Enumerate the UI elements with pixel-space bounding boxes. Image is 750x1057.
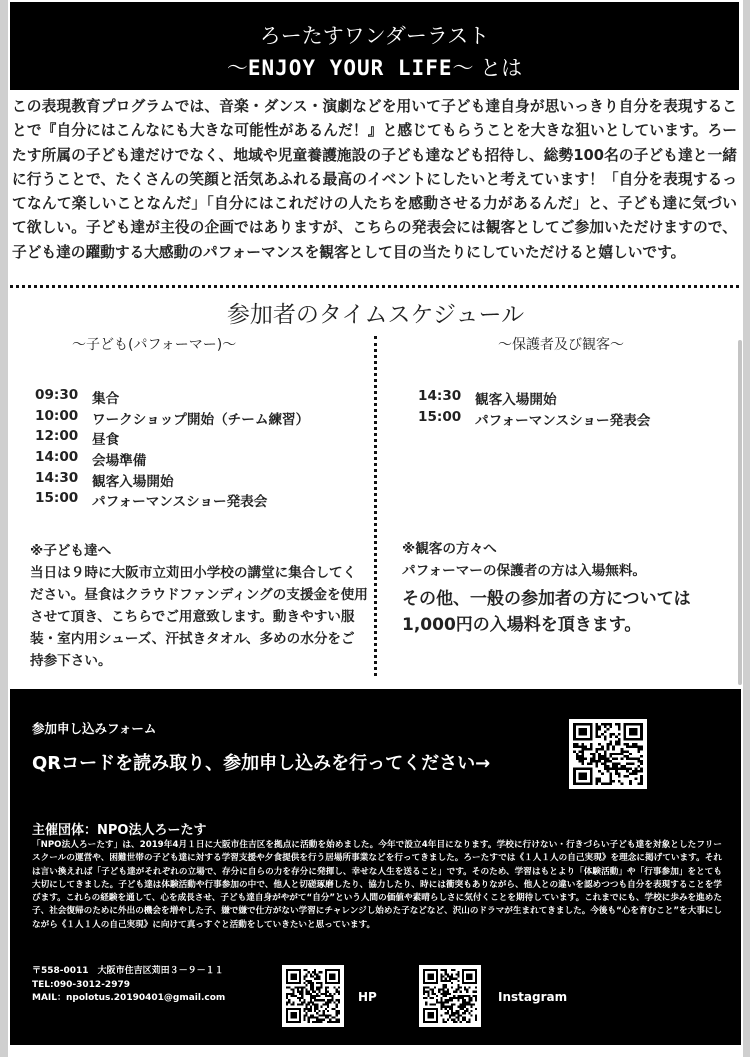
title-banner bbox=[10, 2, 739, 90]
subtitle-english: ENJOY YOUR LIFE bbox=[247, 56, 453, 80]
column-divider bbox=[374, 336, 377, 676]
schedule-time: 14:00 bbox=[35, 449, 79, 466]
qr-code-graphic bbox=[573, 723, 643, 785]
schedule-row bbox=[35, 449, 309, 470]
organizer-description: 「NPO法人ろーたす」は、2019年4月１日に大阪市住吉区を拠点に活動を始めました。今年で設立4年目になります。学校に行けない・行きづらい子ども達を対象としたフリースクールの運営や、困難世帯の子ども達に対する学習支援や夕食提供を行う居場所事業などを行ってきました。ろーたすでは《１人１人の自己実現》を理念に掲げています。それは言い換えれば「子ども達がそれぞれの立場で、存分に自らの力を存分に発揮し、幸せな人生を送ること」です。そのため、学習はもとより「体験活動」や「行事参加」をとても大切にしてきました。子ども達は体験活動や行事参加の中で、他人と切磋琢磨したり、協力したり、時には衝突もありながら、他人との違いを認めつつも自分を表現することを学びます。これらの経験を通して、心を成長させ、子ども達自身がやがて“自分”という人間の価値や素晴らしさに気付くことを期待しています。これまでにも、学校に歩みを進めた子、社会復帰のために外出の機会を増やした子、嫌で嫌で仕方がない学習にチャレンジし始めた子などなど、沢山のドラマが生まれてきました。今後も“心を育むこと”を大事にしながら《１人１人の自己実現》に向けて真っすぐと活動をしていきたいと思っています。 bbox=[32, 840, 722, 930]
schedule-row bbox=[35, 387, 309, 408]
schedule-time: 12:00 bbox=[35, 428, 79, 445]
schedule-event: パフォーマンスショー発表会 bbox=[92, 494, 268, 511]
audience-note bbox=[402, 538, 722, 638]
schedule-event: ワークショップ開始（チーム練習） bbox=[92, 411, 310, 428]
schedule-row bbox=[418, 388, 650, 409]
instagram-label: Instagram bbox=[498, 990, 568, 1004]
hp-qr-code[interactable] bbox=[282, 965, 344, 1027]
section-divider bbox=[10, 285, 739, 288]
schedule-row bbox=[35, 428, 309, 449]
audience-note-line: パフォーマーの保護者の方は入場無料。 bbox=[402, 563, 647, 579]
subtitle-suffix: 〜 とは bbox=[452, 56, 523, 80]
phone: TEL:090-3012-2979 bbox=[32, 979, 130, 990]
schedule-title: 参加者のタイムスケジュール bbox=[226, 302, 525, 328]
scrollbar[interactable] bbox=[738, 340, 742, 685]
application-qr-code[interactable] bbox=[569, 719, 647, 789]
subtitle-prefix: 〜 bbox=[226, 56, 248, 80]
schedule-event: 集合 bbox=[92, 391, 120, 407]
children-schedule bbox=[35, 387, 309, 511]
children-note-title: ※子ども達へ bbox=[30, 543, 112, 559]
guardians-schedule-heading: 〜保護者及び観客〜 bbox=[498, 337, 624, 353]
schedule-time: 10:00 bbox=[35, 407, 79, 424]
children-note-body: 当日は９時に大阪市立苅田小学校の講堂に集合してください。昼食はクラウドファンディングの支援金を使用させて頂き、こちらでご用意致します。動きやすい服装・室内用シューズ、汗拭きタオル、多めの水分をご持参下さい。 bbox=[30, 565, 368, 669]
intro-paragraph: この表現教育プログラムでは、音楽・ダンス・演劇などを用いて子ども達自身が思いっきり自分を表現することで『自分にはこんなにも大きな可能性があるんだ！』と感じてもらうことを大きな狙いとしています。ろーたす所属の子ども達だけでなく、地域や児童養護施設の子ども達なども招待し、総勢100名の子ども達と一緒に行うことで、たくさんの笑顔と活気あふれる最高のイベントにしたいと考えています！「自分を表現するってなんて楽しいことなんだ」「自分にはこれだけの人たちを感動させる力があるんだ」と、子ども達に気づいて欲しい。子ども達が主役の企画ではありますが、こちらの発表会には観客としてご参加いただけますので、子ども達の躍動する大感動のパフォーマンスを観客として目の当たりにしていただけると嬉しいです。 bbox=[12, 98, 737, 261]
schedule-time: 15:00 bbox=[35, 490, 79, 507]
schedule-event: 観客入場開始 bbox=[475, 392, 557, 408]
schedule-time: 14:30 bbox=[35, 469, 79, 486]
qr-code-graphic bbox=[423, 969, 477, 1023]
children-note bbox=[30, 540, 368, 672]
qr-code-graphic bbox=[286, 969, 340, 1023]
audience-note-title: ※観客の方々へ bbox=[402, 541, 497, 557]
children-schedule-heading: 〜子ども(パフォーマー)〜 bbox=[72, 337, 237, 353]
hp-label: HP bbox=[358, 990, 377, 1004]
schedule-event: 昼食 bbox=[92, 432, 120, 449]
guardians-schedule bbox=[418, 388, 650, 429]
schedule-row bbox=[35, 490, 309, 511]
admission-fee-note: その他、一般の参加者の方については1,000円の入場料を頂きます。 bbox=[402, 589, 691, 635]
schedule-time: 15:00 bbox=[418, 408, 462, 425]
event-subtitle bbox=[10, 52, 739, 82]
schedule-event: 観客入場開始 bbox=[92, 473, 174, 490]
address: 〒558-0011 大阪市住吉区苅田３－９－１１ bbox=[32, 966, 224, 976]
qr-instruction: QRコードを読み取り、参加申し込みを行ってください→ bbox=[32, 753, 491, 774]
schedule-row bbox=[35, 470, 309, 491]
footer-section bbox=[10, 689, 741, 1045]
schedule-event: パフォーマンスショー発表会 bbox=[475, 412, 651, 429]
schedule-event: 会場準備 bbox=[92, 453, 147, 470]
schedule-time: 14:30 bbox=[418, 388, 462, 404]
flyer-page bbox=[8, 0, 743, 1057]
schedule-row bbox=[35, 408, 309, 429]
organizer-name: 主催団体：NPO法人ろーたす bbox=[32, 823, 207, 838]
event-title: ろーたすワンダーラスト bbox=[259, 24, 490, 48]
schedule-time: 09:30 bbox=[35, 387, 79, 403]
schedule-row bbox=[418, 409, 650, 430]
instagram-qr-code[interactable] bbox=[419, 965, 481, 1027]
application-form-label: 参加申し込みフォーム bbox=[32, 721, 157, 736]
email: MAIL：npolotus.20190401@gmail.com bbox=[32, 993, 226, 1003]
contact-info bbox=[32, 965, 225, 1006]
